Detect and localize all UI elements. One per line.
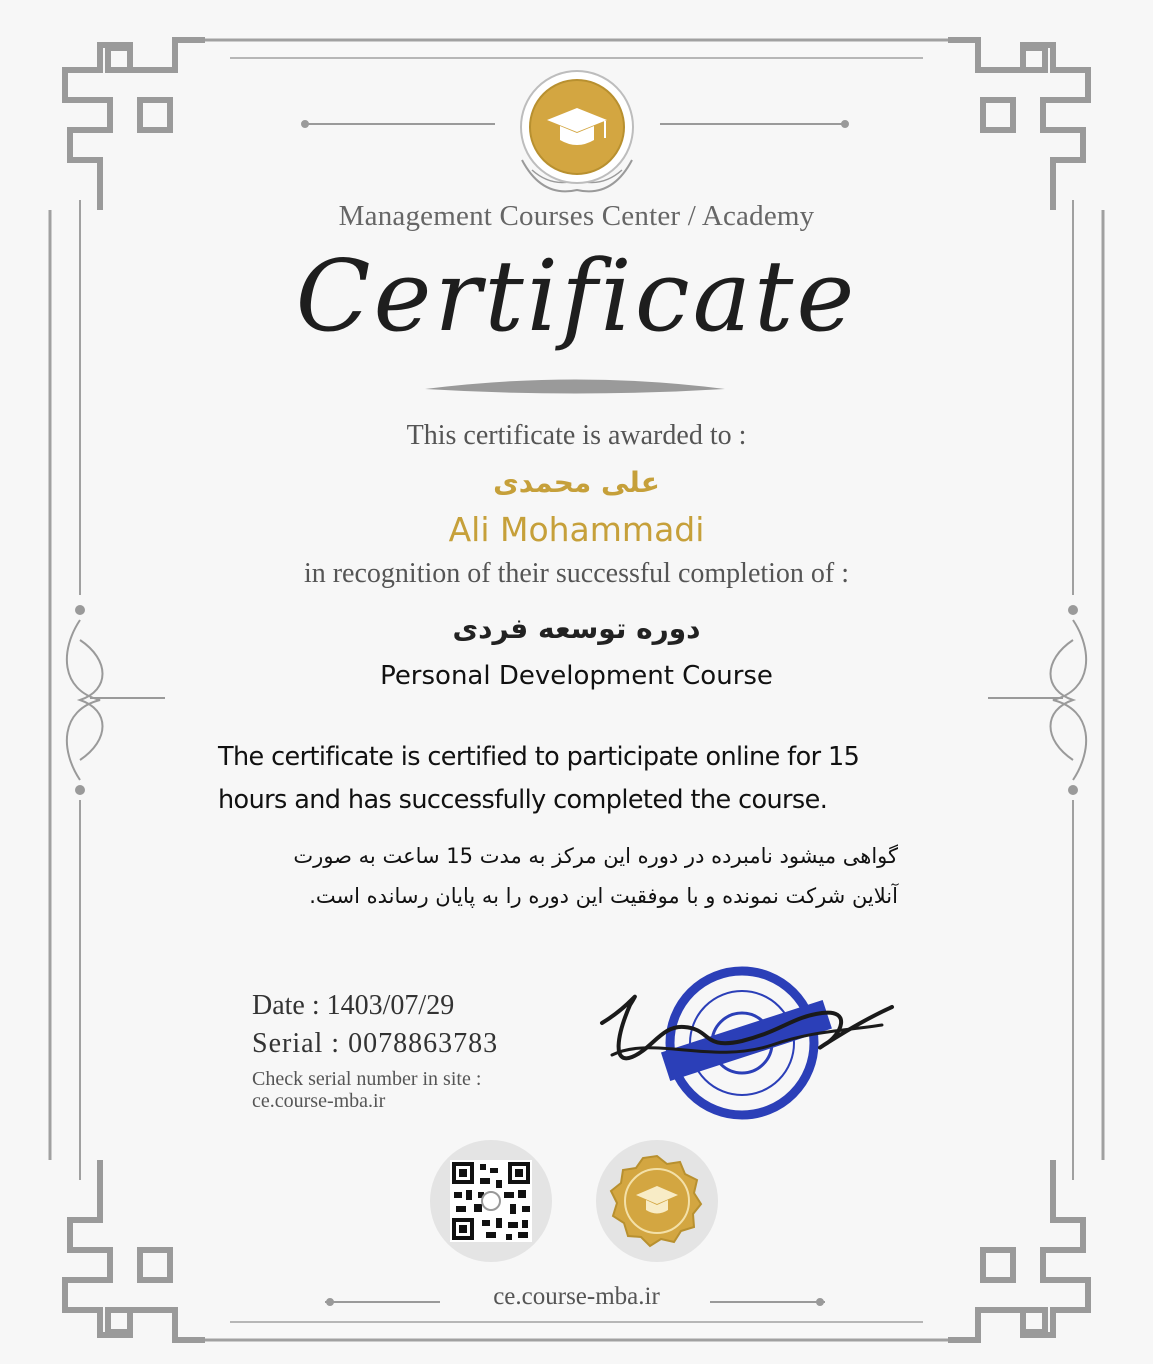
recipient-name-english: Ali Mohammadi [448, 510, 705, 549]
qr-code-badge [430, 1140, 552, 1262]
serial-check-note: Check serial number in site : ce.course-mba.ir [252, 1068, 482, 1112]
official-stamp-icon [592, 965, 912, 1125]
certificate-title: Certificate [295, 240, 858, 354]
certification-statement-persian: گواهی میشود نامبرده در دوره این مرکز به مدت 15 ساعت به صورت آنلاین شرکت نمونده و با موفقیت این دوره را به پایان رسانده است. [293, 844, 898, 908]
qr-code-icon [430, 1140, 552, 1262]
course-name-english: Personal Development Course [380, 661, 773, 691]
graduation-cap-emblem-icon [492, 70, 662, 200]
footer-website: ce.course-mba.ir [493, 1283, 660, 1310]
recognition-label: in recognition of their successful completion of : [303, 558, 850, 589]
gold-seal-icon [596, 1140, 718, 1262]
recipient-name-persian: علی محمدی [493, 466, 660, 499]
serial-number: Serial : 0078863783 [252, 1028, 499, 1059]
course-name-persian: دوره توسعه فردی [452, 612, 701, 645]
gold-seal-badge [596, 1140, 718, 1262]
issue-date: Date : 1403/07/29 [252, 990, 455, 1021]
certification-statement-english: The certificate is certified to participate online for 15 hours and has successfully completed the course. [218, 742, 860, 815]
academy-name: Management Courses Center / Academy [338, 200, 815, 232]
awarded-to-label: This certificate is awarded to : [406, 420, 747, 451]
